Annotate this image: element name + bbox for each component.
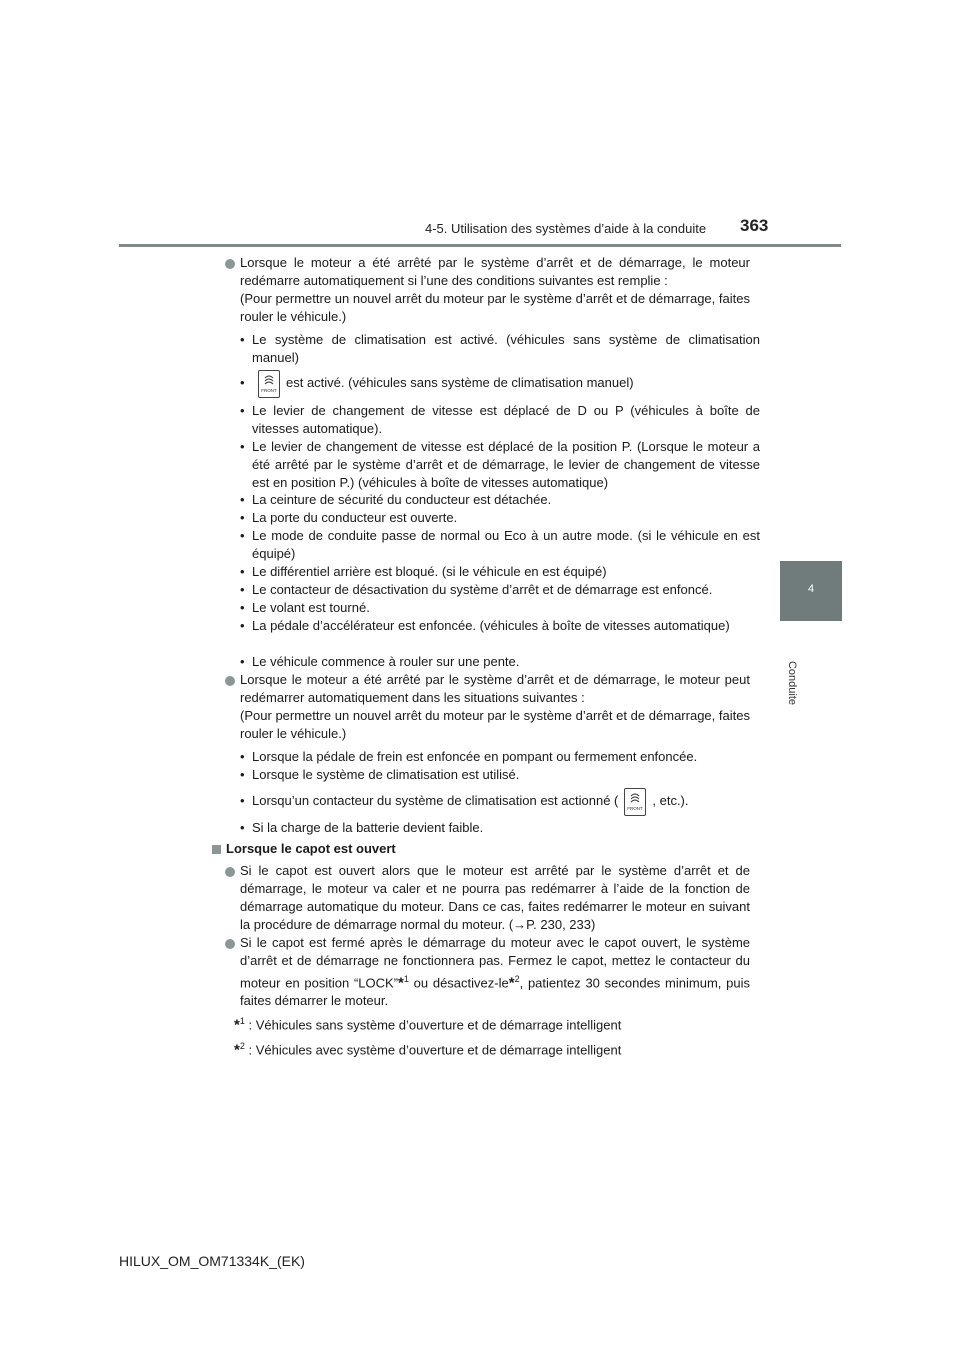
- paragraph: Si le capot est fermé après le démarrage du moteur avec le capot ouvert, le système d’arrêt et de démarrage ne fonctionnera pas. Fermez le capot, mettez le contacteur du moteur en position “LOCK”*$^1$ ou désactivez-le*$^2$, patientez 30 secondes minimum, puis faites démarrer le moteur.: [240, 935, 750, 1009]
- list-item: • Le différentiel arrière est bloqué. (si le véhicule en est équipé): [240, 564, 607, 579]
- chapter-tab: [780, 561, 842, 621]
- paragraph-note: (Pour permettre un nouvel arrêt du moteur par le système d’arrêt et de démarrage, faites rouler le véhicule.): [240, 708, 750, 741]
- list-item: • Le système de climatisation est activé. (véhicules sans système de climatisation manuel): [240, 332, 760, 365]
- chapter-label: Conduite: [786, 660, 798, 706]
- front-defogger-icon: [624, 788, 646, 816]
- list-item: • Lorsque la pédale de frein est enfoncée en pompant ou fermement enfoncée.: [240, 749, 698, 764]
- paragraph-note: (Pour permettre un nouvel arrêt du moteur par le système d’arrêt et de démarrage, faites rouler le véhicule.): [240, 291, 750, 324]
- document-code: HILUX_OM_OM71334K_(EK): [119, 1253, 305, 1269]
- paragraph: Lorsque le moteur a été arrêté par le système d’arrêt et de démarrage, le moteur redémarre automatiquement si l’une des conditions suivantes est remplie :: [240, 255, 750, 288]
- chapter-number: 4: [807, 583, 815, 595]
- list-item: • Si la charge de la batterie devient faible.: [240, 820, 484, 835]
- paragraph: Si le capot est ouvert alors que le moteur est arrêté par le système d’arrêt et de démarrage, le moteur va caler et ne pourra pas redémarrer à l’aide de la fonction de démarrage automatique du moteur. Dans ce cas, faites redémarrer le moteur en suivant la procédure de démarrage normal du moteur. (→P. 230, 233): [240, 863, 750, 932]
- list-item: • La pédale d’accélérateur est enfoncée. (véhicules à boîte de vitesses automatique): [240, 618, 730, 633]
- list-item: • Le volant est tourné.: [240, 600, 370, 615]
- footnote: *$^1$ : Véhicules sans système d’ouverture et de démarrage intelligent: [234, 1016, 622, 1034]
- svg-text:FRONT: FRONT: [627, 805, 644, 811]
- list-item: • Lorsqu’un contacteur du système de climatisation est actionné ( FRONT , etc.).: [240, 786, 760, 816]
- paragraph: Lorsque le moteur a été arrêté par le système d’arrêt et de démarrage, le moteur peut redémarrer automatiquement dans les situations suivantes :: [240, 672, 750, 705]
- list-item: • Le levier de changement de vitesse est déplacé de D ou P (véhicules à boîte de vitesses automatique).: [240, 403, 760, 436]
- list-item: • Le véhicule commence à rouler sur une pente.: [240, 654, 520, 669]
- section-heading: Lorsque le capot est ouvert: [226, 841, 396, 856]
- list-item: • Le contacteur de désactivation du système d’arrêt et de démarrage est enfoncé.: [240, 582, 713, 597]
- chapter-label-container: [784, 654, 798, 714]
- page-number: 363: [740, 216, 769, 235]
- footnote: *$^2$ : Véhicules avec système d’ouverture et de démarrage intelligent: [234, 1041, 622, 1059]
- bullet-marker: [225, 259, 235, 269]
- bullet-marker: [225, 676, 235, 686]
- list-item: • FRONT est activé. (véhicules sans système de climatisation manuel): [240, 368, 760, 398]
- list-item: • La ceinture de sécurité du conducteur est détachée.: [240, 492, 552, 507]
- bullet-marker: [225, 939, 235, 949]
- list-item: • Lorsque le système de climatisation est utilisé.: [240, 767, 520, 782]
- header-divider: [119, 244, 841, 247]
- bullet-marker: [225, 867, 235, 877]
- list-item: • La porte du conducteur est ouverte.: [240, 510, 458, 525]
- list-item: • Le levier de changement de vitesse est déplacé de la position P. (Lorsque le moteur a été arrêté par le système d’arrêt et de démarrage, le levier de changement de vitesse est en position P.) (véhicules à boîte de vitesses automatique): [240, 439, 760, 490]
- svg-text:FRONT: FRONT: [261, 387, 277, 393]
- front-defogger-icon: [258, 370, 280, 398]
- list-item: • Le mode de conduite passe de normal ou Eco à un autre mode. (si le véhicule en est équipé): [240, 528, 760, 561]
- section-title: 4-5. Utilisation des systèmes d’aide à la conduite: [425, 221, 707, 236]
- section-marker: [212, 845, 221, 854]
